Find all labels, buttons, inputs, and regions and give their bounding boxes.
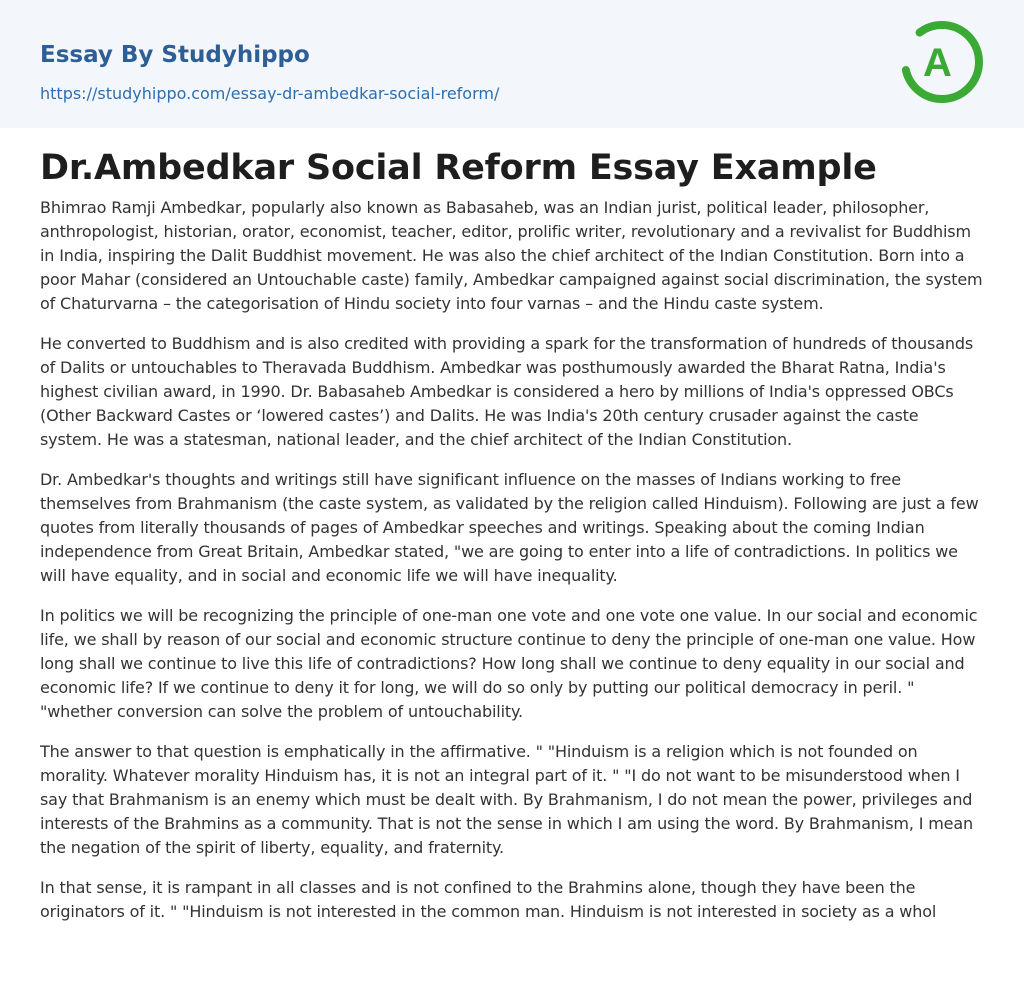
essay-body <box>40 196 984 956</box>
essay-paragraph: In politics we will be recognizing the principle of one-man one vote and one vote one value. In our social and economic life, we shall by reason of our social and economic structure continue to deny the principle of one-man one value. How long shall we continue to live this life of contradictions? How long shall we continue to deny equality in our social and economic life? If we continue to deny it for long, we will do so only by putting our political democracy in peril. " "whether conversion can solve the problem of untouchability. <box>40 606 978 721</box>
main-content <box>0 128 1024 956</box>
site-url-link[interactable]: https://studyhippo.com/essay-dr-ambedkar-social-reform/ <box>40 84 500 103</box>
essay-paragraph: The answer to that question is emphatically in the affirmative. " "Hinduism is a religion which is not founded on morality. Whatever morality Hinduism has, it is not an integral part of it. " "I do not want to be misunderstood when I say that Brahmanism is an enemy which must be dealt with. By Brahmanism, I do not mean the power, privileges and interests of the Brahmins as a community. That is not the sense in which I am using the word. By Brahmanism, I mean the negation of the spirit of liberty, equality, and fraternity. <box>40 742 973 857</box>
essay-paragraph: He converted to Buddhism and is also credited with providing a spark for the transformation of hundreds of thousands of Dalits or untouchables to Theravada Buddhism. Ambedkar was posthumously awarded the Bharat Ratna, India's highest civilian award, in 1990. Dr. Babasaheb Ambedkar is considered a hero by millions of India's oppressed OBCs (Other Backward Castes or ‘lowered castes’) and Dalits. He was India's 20th century crusader against the caste system. He was a statesman, national leader, and the chief architect of the Indian Constitution. <box>40 334 974 449</box>
site-title[interactable]: Essay By Studyhippo <box>40 42 310 68</box>
site-header <box>0 0 1024 128</box>
essay-paragraph: In that sense, it is rampant in all classes and is not confined to the Brahmins alone, though they have been the originators of it. " "Hinduism is not interested in the common man. Hinduism is not interested in society as a whol <box>40 878 937 921</box>
page-title: Dr.Ambedkar Social Reform Essay Example <box>40 148 877 188</box>
logo-letter: A <box>923 41 952 85</box>
essay-paragraph: Bhimrao Ramji Ambedkar, popularly also known as Babasaheb, was an Indian jurist, political leader, philosopher, anthropologist, historian, orator, economist, teacher, editor, prolific writer, revolutionary and a revivalist for Buddhism in India, inspiring the Dalit Buddhist movement. He was also the chief architect of the Indian Constitution. Born into a poor Mahar (considered an Untouchable caste) family, Ambedkar campaigned against social discrimination, the system of Chaturvarna – the categorisation of Hindu society into four varnas – and the Hindu caste system. <box>40 198 983 313</box>
studyhippo-logo-icon[interactable] <box>899 19 985 105</box>
essay-paragraph: Dr. Ambedkar's thoughts and writings still have significant influence on the masses of Indians working to free themselves from Brahmanism (the caste system, as validated by the religion called Hinduism). Following are just a few quotes from literally thousands of pages of Ambedkar speeches and writings. Speaking about the coming Indian independence from Great Britain, Ambedkar stated, "we are going to enter into a life of contradictions. In politics we will have equality, and in social and economic life we will have inequality. <box>40 470 979 585</box>
